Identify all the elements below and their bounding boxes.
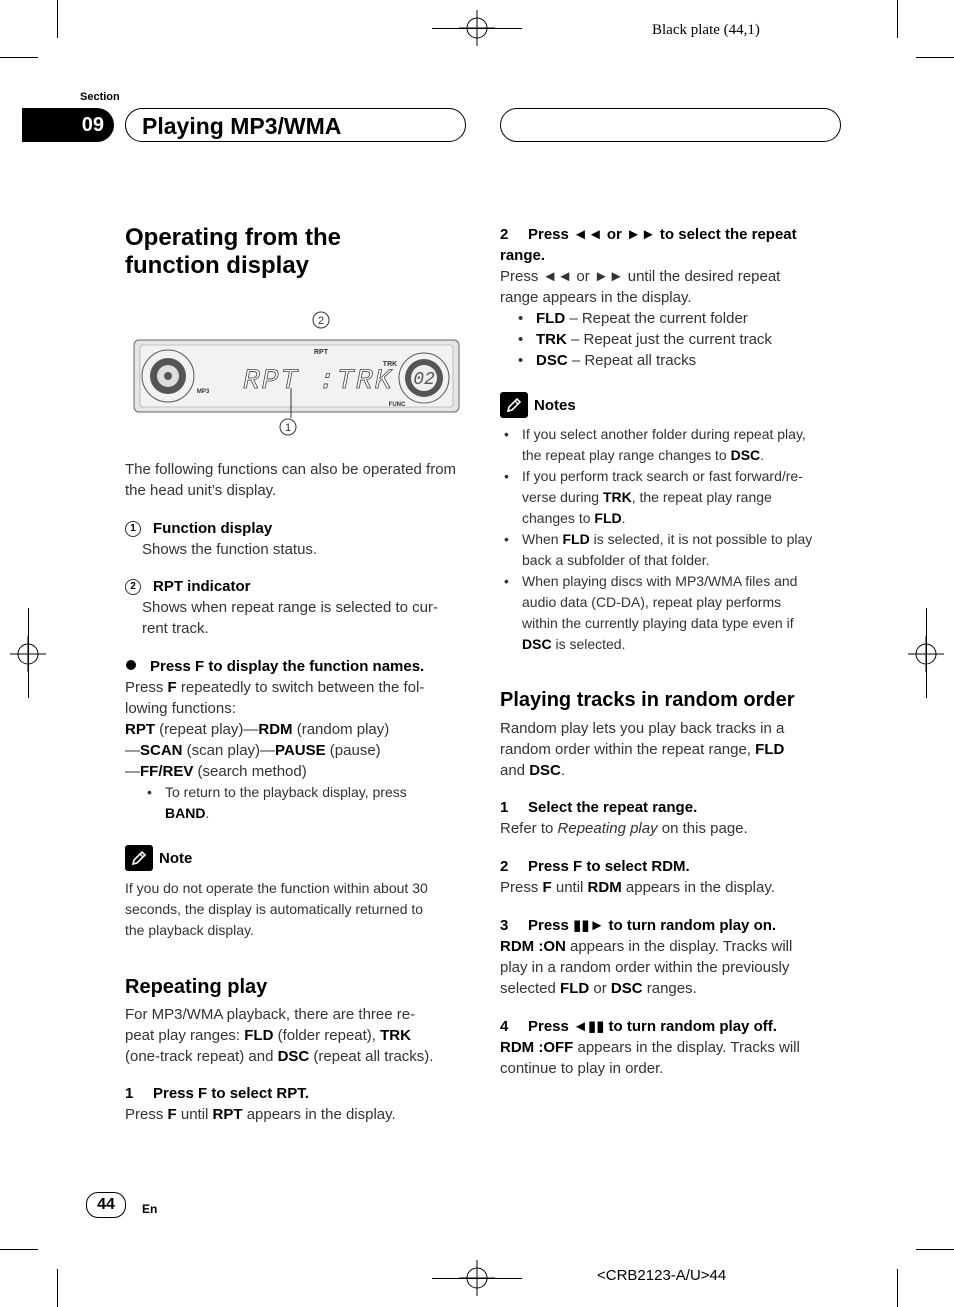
random-step-4: 4 Press ◄▮▮ to turn random play off. RDM :OFF appears in the display. Tracks will continue to play in order. xyxy=(500,1018,800,1077)
callout-1-text: 1 xyxy=(284,422,292,434)
random-step-2: 2 Press F to select RDM. Press F until RDM appears in the display. xyxy=(500,858,775,896)
random-play-paragraph: Random play lets you play back tracks in a random order within the repeat range, FLD and DSC. xyxy=(500,720,785,779)
lcd-trk-label: TRK xyxy=(382,361,398,368)
random-step-3: 3 Press ▮▮► to turn random play on. RDM :ON appears in the display. Tracks will play in a random order within the previously selected FLD or DSC ranges. xyxy=(500,917,793,997)
option-dsc: • DSC – Repeat all tracks xyxy=(514,350,845,371)
random-play-heading: Playing tracks in random order xyxy=(500,689,795,711)
repeating-play-paragraph: For MP3/WMA playback, there are three re- peat play ranges: FLD (folder repeat), TRK (one-track repeat) and DSC (repeat all tracks). xyxy=(125,1006,434,1065)
repeating-play-heading: Repeating play xyxy=(125,976,268,998)
lcd-mp3-label: MP3 xyxy=(196,389,210,395)
crop-mark xyxy=(897,0,898,38)
pencil-note-icon xyxy=(125,845,153,871)
registration-line xyxy=(432,1278,522,1279)
legend-item-2: 2 RPT indicator Shows when repeat range is selected to cur- rent track. xyxy=(125,576,470,639)
pencil-note-icon xyxy=(500,392,528,418)
crop-mark xyxy=(0,57,38,58)
notes-list xyxy=(500,424,845,655)
page-title: Operating from the function display xyxy=(125,224,342,279)
note-heading: Note xyxy=(125,845,192,871)
random-step-1: 1 Select the repeat range. Refer to Repeating play on this page. xyxy=(500,799,748,837)
section-title-pill xyxy=(125,108,466,142)
language-label: En xyxy=(142,1202,158,1216)
plate-label: Black plate (44,1) xyxy=(652,22,760,38)
repeat-step-2: 2 Press ◄◄ or ►► to select the repeat range. Press ◄◄ or ►► until the desired repeat range appears in the display. • FLD – Repeat the current folder • TRK – Repeat just the current track • DSC – Repeat all tracks xyxy=(500,224,845,371)
registration-line xyxy=(926,608,927,698)
lcd-counter: 02 xyxy=(413,370,435,390)
intro-paragraph: The following functions can also be operated from the head unit’s display. xyxy=(125,461,457,499)
section-label: Section xyxy=(80,91,120,103)
return-tip: • To return to the playback display, press BAND. xyxy=(143,782,470,824)
crop-mark xyxy=(57,1269,58,1307)
callout-2-text: 2 xyxy=(317,315,325,327)
option-trk: • TRK – Repeat just the current track xyxy=(514,329,845,350)
document-code: <CRB2123-A/U>44 xyxy=(597,1267,727,1284)
press-f-section: Press F to display the function names. Press F repeatedly to switch between the fol- lowing functions: RPT (repeat play)—RDM (random play) —SCAN (scan play)—PAUSE (pause) —FF/REV (search method) • To return to the playback display, press BAND. xyxy=(125,656,470,824)
crop-mark xyxy=(916,1249,954,1250)
option-fld: • FLD – Repeat the current folder xyxy=(514,308,845,329)
crop-mark xyxy=(916,57,954,58)
notes-heading: Notes xyxy=(500,392,576,418)
crop-mark xyxy=(897,1269,898,1307)
registration-line xyxy=(432,28,522,29)
note-text: If you do not operate the function within about 30 seconds, the display is automatically returned to the playback display. xyxy=(125,880,428,938)
note-item: • When playing discs with MP3/WMA files and audio data (CD-DA), repeat play performs within the currently playing data type even if DSC is selected. xyxy=(500,571,845,655)
note-item: • When FLD is selected, it is not possible to play back a subfolder of that folder. xyxy=(500,529,845,571)
legend-item-1: 1 Function display Shows the function status. xyxy=(125,518,470,560)
registration-line xyxy=(28,608,29,698)
repeat-step-1: 1 Press F to select RPT. Press F until RPT appears in the display. xyxy=(125,1085,396,1123)
section-title: Playing MP3/WMA xyxy=(142,113,342,139)
lcd-main-text: RPT :TRK xyxy=(243,366,394,397)
function-display-illustration xyxy=(125,308,465,440)
crop-mark xyxy=(57,0,58,38)
empty-header-pill xyxy=(500,108,841,142)
lcd-func-label: FUNC xyxy=(388,402,406,408)
note-item: • If you perform track search or fast forward/re- verse during TRK, the repeat play range changes to FLD. xyxy=(500,466,845,529)
page-number: 44 xyxy=(86,1192,126,1218)
crop-mark xyxy=(0,1249,38,1250)
lcd-rpt-label: RPT xyxy=(314,349,328,356)
section-number: 09 xyxy=(81,114,104,136)
left-column xyxy=(125,224,465,280)
note-item: • If you select another folder during repeat play, the repeat play range changes to DSC. xyxy=(500,424,845,466)
bullet-dot-icon xyxy=(126,660,136,670)
